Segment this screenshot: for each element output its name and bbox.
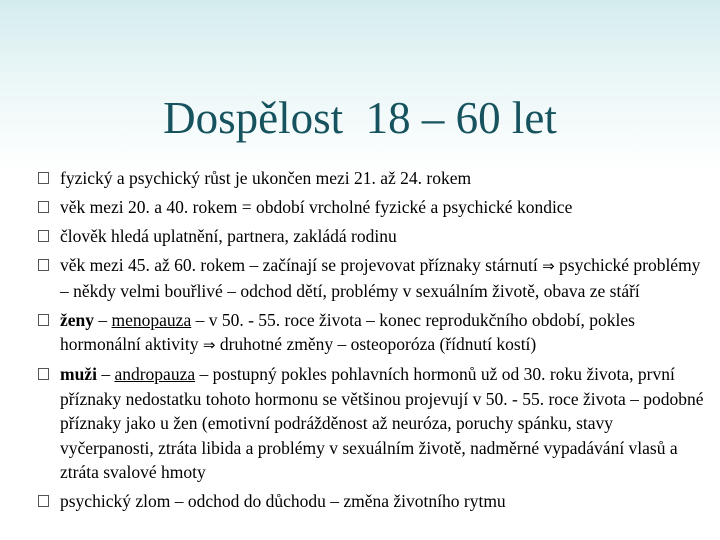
bullet-item xyxy=(0,362,720,485)
checkbox-square-icon xyxy=(38,259,49,271)
checkbox-square-icon xyxy=(38,495,49,507)
bullet-text: fyzický a psychický růst je ukončen mezi 21. až 24. rokem xyxy=(60,168,472,188)
checkbox-square-icon xyxy=(38,314,49,326)
bullet-text: věk mezi 45. až 60. rokem – začínají se projevovat příznaky stárnutí xyxy=(60,255,543,275)
bullet-text: – xyxy=(94,309,112,330)
bullet-text: – xyxy=(96,364,115,384)
bullet-bold-term: muži xyxy=(60,364,97,384)
bullet-text: – v 50. - 55. roce života – konec reprodukčního období, pokles hormonální aktivity xyxy=(60,309,640,354)
bullet-item xyxy=(0,253,720,303)
checkbox-square-icon xyxy=(38,201,49,213)
bullet-text: druhotné změny – osteoporóza (řídnutí kostí) xyxy=(215,334,537,354)
checkbox-square-icon xyxy=(38,230,49,242)
bullet-text: psychické problémy – někdy velmi bouřlivé – odchod dětí, problémy v sexuálním životě, obava ze stáří xyxy=(60,255,705,301)
bullet-item xyxy=(0,166,720,191)
bullet-text: věk mezi 20. a 40. rokem = období vrcholné fyzické a psychické kondice xyxy=(60,197,573,217)
bullet-list xyxy=(0,166,720,518)
checkbox-square-icon xyxy=(38,172,49,184)
bullet-text: psychický zlom – odchod do důchodu – změna životního rytmu xyxy=(60,491,506,511)
bullet-text: člověk hledá uplatnění, partnera, zakládá rodinu xyxy=(60,226,397,246)
checkbox-square-icon xyxy=(38,368,49,380)
bullet-item xyxy=(0,195,720,220)
double-arrow-right-icon: ⇒ xyxy=(202,336,216,354)
bullet-underlined-term: andropauza xyxy=(114,364,196,384)
bullet-bold-term: ženy xyxy=(60,309,95,330)
double-arrow-right-icon: ⇒ xyxy=(542,257,555,275)
bullet-item xyxy=(0,489,720,514)
bullet-text: – postupný pokles pohlavních hormonů už od 30. roku života, první příznaky nedostatku tohoto hormonu se většinou projevují v 50. - 55. roce života – podobné příznaky jako u žen (emotivní podrážděnost až neuróza, poruchy spánku, stavy vyčerpanosti, ztráta libida a problémy v sexuálním životě, nadměrné vypadávání vlasů a ztráta svalové hmoty xyxy=(60,364,708,482)
slide-title: Dospělost 18 – 60 let xyxy=(163,93,557,143)
bullet-item xyxy=(0,224,720,249)
bullet-underlined-term: menopauza xyxy=(111,309,192,330)
bullet-item xyxy=(0,308,720,358)
